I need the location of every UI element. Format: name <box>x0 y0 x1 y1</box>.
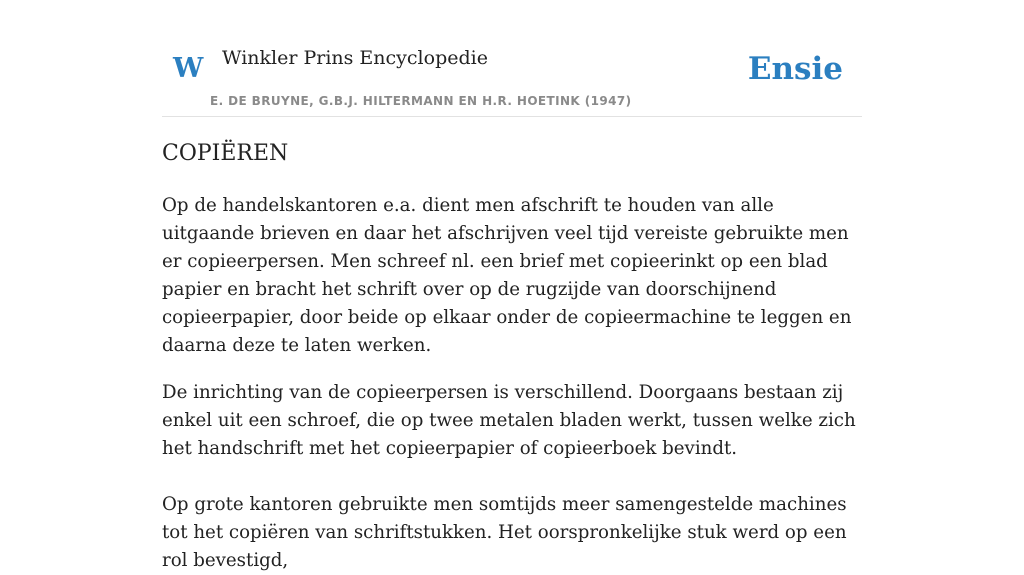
winkler-prins-logo-icon[interactable]: W <box>173 53 204 84</box>
article-paragraph: Op grote kantoren gebruikte men somtijds meer samengestelde machines tot het copiëren van schriftstukken. Het oorspronkelijke stuk werd op een rol bevestigd, <box>162 494 847 571</box>
page-header <box>162 0 862 117</box>
ensie-brand-link[interactable]: Ensie <box>747 51 843 87</box>
article-body <box>162 138 862 575</box>
article-paragraph: Op de handelskantoren e.a. dient men afschrift te houden van alle uitgaande brieven en daar het afschrijven veel tijd vereiste gebruikte men er copieerpersen. Men schreef nl. een brief met copieerinkt op een blad papier en bracht het schrift over op de rugzijde van doorschijnend copieerpapier, door beide op elkaar onder de copieermachine te leggen en daarna deze te laten werken. <box>162 195 852 356</box>
authors-line: E. DE BRUYNE, G.B.J. HILTERMANN EN H.R. HOETINK (1947) <box>210 94 632 108</box>
source-title[interactable]: Winkler Prins Encyclopedie <box>222 47 488 69</box>
article-paragraph: De inrichting van de copieerpersen is verschillend. Doorgaans bestaan zij enkel uit een schroef, die op twee metalen bladen werkt, tussen welke zich het handschrift met het copieerpapier of copieerboek bevindt. <box>162 382 856 459</box>
entry-title: COPIËREN <box>162 141 289 166</box>
